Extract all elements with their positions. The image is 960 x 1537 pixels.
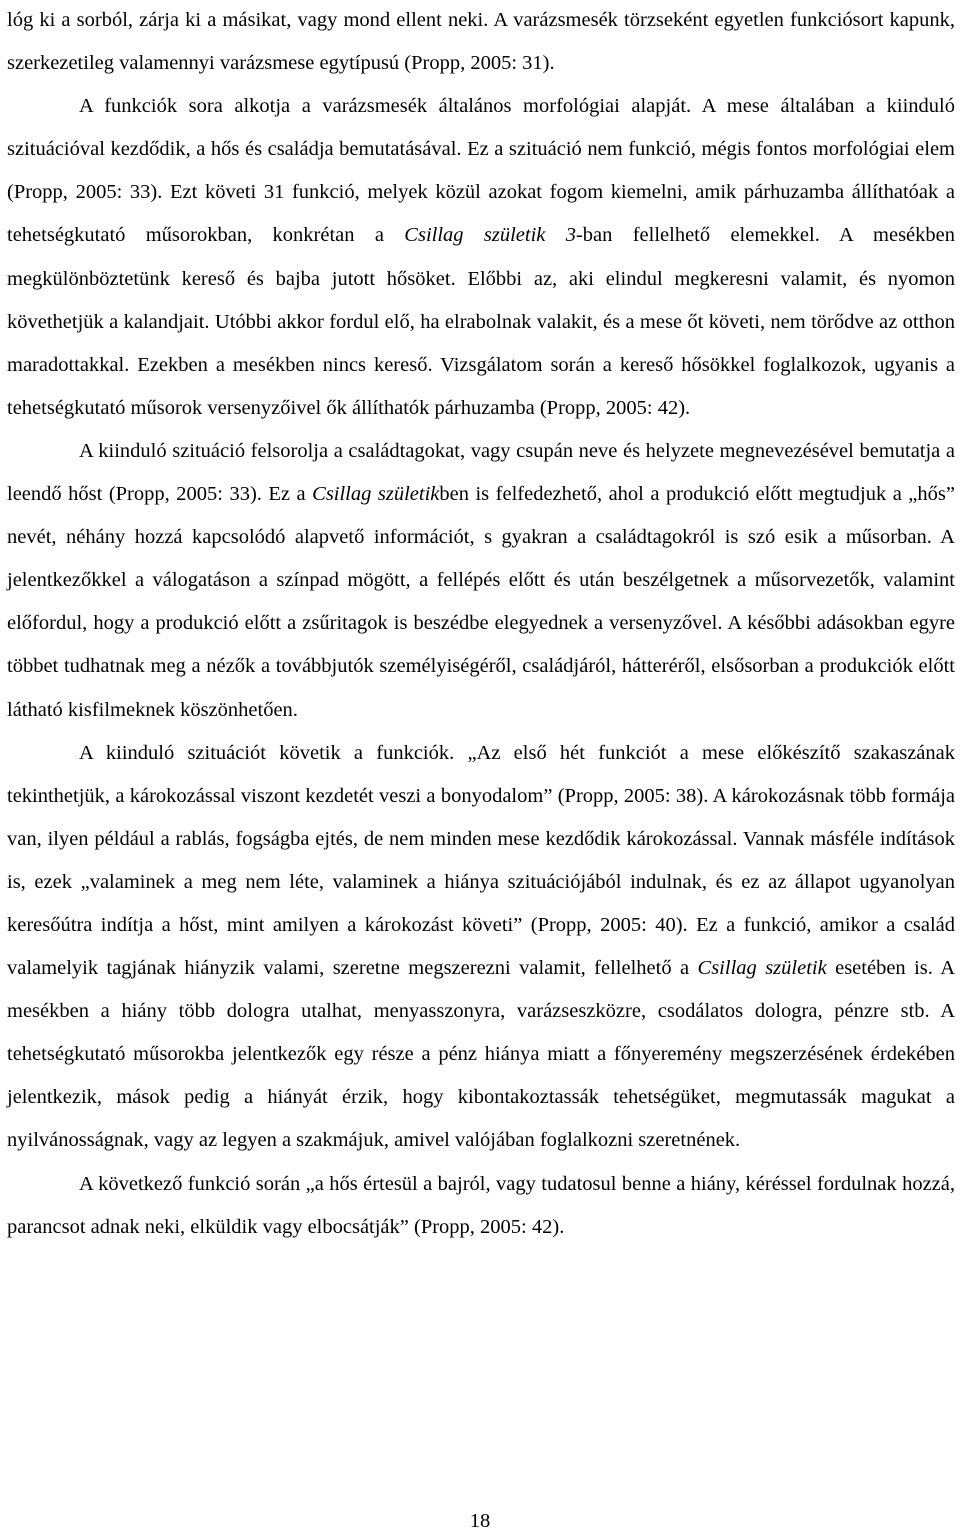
italic-title-text: Csillag születik: [697, 957, 827, 980]
paragraph-text: A kiinduló szituációt követik a funkciók. „Az első hét funkciót a mese előkészítő szakaszának tekinthetjük, a károkozással viszont kezdetét veszi a bonyodalom” (Propp, 2005: 38). A károkozásnak több formája van, ilyen például a rablás, fogságba ejtés, de nem minden mese kezdődik károkozással. Vannak másféle indítások is, ezek „valaminek a meg nem léte, valaminek a hiánya szituációjából indulnak, és ez az állapot ugyanolyan keresőútra indítja a hőst, mint amilyen a károkozást követi” (Propp, 2005: 40). Ez a funkció, amikor a család valamelyik tagjának hiányzik valami, szeretne megszerezni valamit, fellelhető a: [7, 741, 955, 980]
paragraph-text: esetében is. A mesékben a hiány több dologra utalhat, menyasszonyra, varázseszközre, csodálatos dologra, pénzre stb. A tehetségkutató műsorokba jelentkezők egy része a pénz hiánya miatt a főnyeremény megszerzésének érdekében jelentkezik, mások pedig a hiányát érzik, hogy kibontakoztassák tehetségüket, megmutassák magukat a nyilvánosságnak, vagy az legyen a szakmájuk, amivel valójában foglalkozni szeretnének.: [7, 957, 955, 1152]
paragraph-5: [7, 1163, 955, 1249]
paragraph-text: A funkciók sora alkotja a varázsmesék általános morfológiai alapját. A mese általában a kiinduló szituációval kezdődik, a hős és családja bemutatásával. Ez a szituáció nem funkció, mégis fontos morfológiai elem (Propp, 2005: 33). Ezt követi 31 funkció, melyek közül azokat fogom kiemelni, amik párhuzamba állíthatóak a tehetségkutató műsorokban, konkrétan a: [7, 95, 955, 247]
paragraph-text: lóg ki a sorból, zárja ki a másikat, vagy mond ellent neki. A varázsmesék törzseként egyetlen funkciósort kapunk, szerkezetileg valamennyi varázsmese egytípusú (Propp, 2005: 31).: [7, 9, 955, 75]
paragraph-text: ben is felfedezhető, ahol a produkció előtt megtudjuk a „hős” nevét, néhány hozzá kapcsolódó alapvető információt, s gyakran a családtagokról is szó esik a műsorban. A jelentkezőkkel a válogatáson a színpad mögött, a fellépés előtt és után beszélgetnek a műsorvezetők, valamint előfordul, hogy a produkció előtt a zsűritagok is beszédbe elegyednek a versenyzővel. A későbbi adásokban egyre többet tudhatnak meg a nézők a továbbjutók személyiségéről, családjáról, hátteréről, elsősorban a produkciók előtt látható kisfilmeknek köszönhetően.: [7, 483, 955, 721]
paragraph-text: A következő funkció során „a hős értesül a bajról, vagy tudatosul benne a hiány, kéréssel fordulnak hozzá, parancsot adnak neki, elküldik vagy elbocsátják” (Propp, 2005: 42).: [7, 1172, 955, 1238]
paragraph-4: [7, 732, 955, 1163]
paragraph-1: [7, 0, 955, 85]
paragraph-text: A kiinduló szituáció felsorolja a családtagokat, vagy csupán neve és helyzete megnevezésével bemutatja a leendő hőst (Propp, 2005: 33). Ez a: [7, 439, 955, 506]
document-page: [7, 0, 955, 1249]
paragraph-text: -ban fellelhető elemekkel. A mesékben megkülönböztetünk kereső és bajba jutott hősöket. Előbbi az, aki elindul megkeresni valamit, és nyomon követhetjük a kalandjait. Utóbbi akkor fordul elő, ha elrabolnak valakit, és a mese őt követi, nem törődve az otthon maradottakkal. Ezekben a mesékben nincs kereső. Vizsgálatom során a kereső hősökkel foglalkozok, ugyanis a tehetségkutató műsorok versenyzőivel ők állíthatók párhuzamba (Propp, 2005: 42).: [7, 224, 955, 419]
italic-title-text: Csillag születik 3: [404, 224, 576, 247]
paragraph-3: [7, 430, 955, 732]
page-number: 18: [469, 1510, 491, 1532]
italic-title-text: Csillag születik: [312, 483, 440, 506]
paragraph-2: [7, 85, 955, 430]
